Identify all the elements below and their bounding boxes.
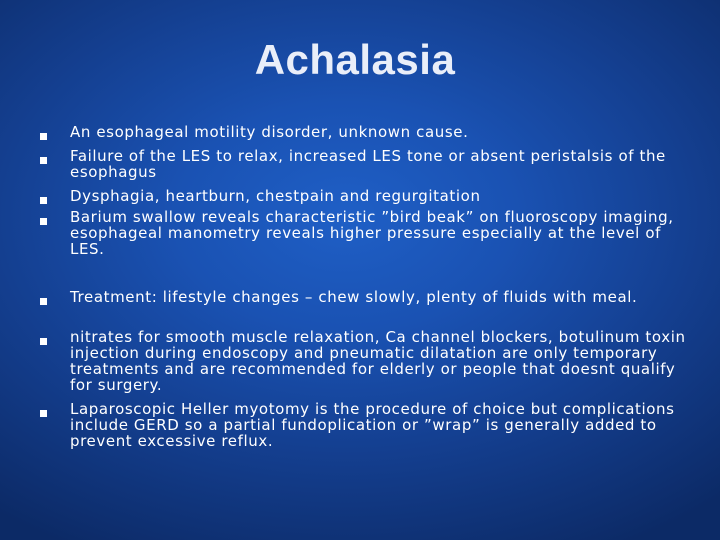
bullet-square-icon [40,338,47,345]
bullet-square-icon [40,218,47,225]
bullet-square-icon [40,157,47,164]
bullet-text: Barium swallow reveals characteristic ”bird beak” on fluoroscopy imaging, esophageal manometry reveals higher pressure especially at the level of LES. [70,208,674,258]
bullet-square-icon [40,410,47,417]
bullet-square-icon [40,133,47,140]
bullet-square-icon [40,197,47,204]
bullet-text: Dysphagia, heartburn, chestpain and regurgitation [70,187,481,205]
bullet-text: Laparoscopic Heller myotomy is the procedure of choice but complications include GERD so a partial fundoplication or ”wrap” is generally added to prevent excessive reflux. [70,400,675,450]
bullet-text: nitrates for smooth muscle relaxation, Ca channel blockers, botulinum toxin injection during endoscopy and pneumatic dilatation are only temporary treatments and are recommended for elderly or people that doesnt qualify for surgery. [70,328,686,394]
bullet-square-icon [40,298,47,305]
bullet-text: Treatment: lifestyle changes – chew slowly, plenty of fluids with meal. [70,288,638,306]
bullet-text: Failure of the LES to relax, increased LES tone or absent peristalsis of the esophagus [70,147,666,181]
slide-title: Achalasia [254,36,456,83]
bullet-text: An esophageal motility disorder, unknown cause. [70,123,469,141]
